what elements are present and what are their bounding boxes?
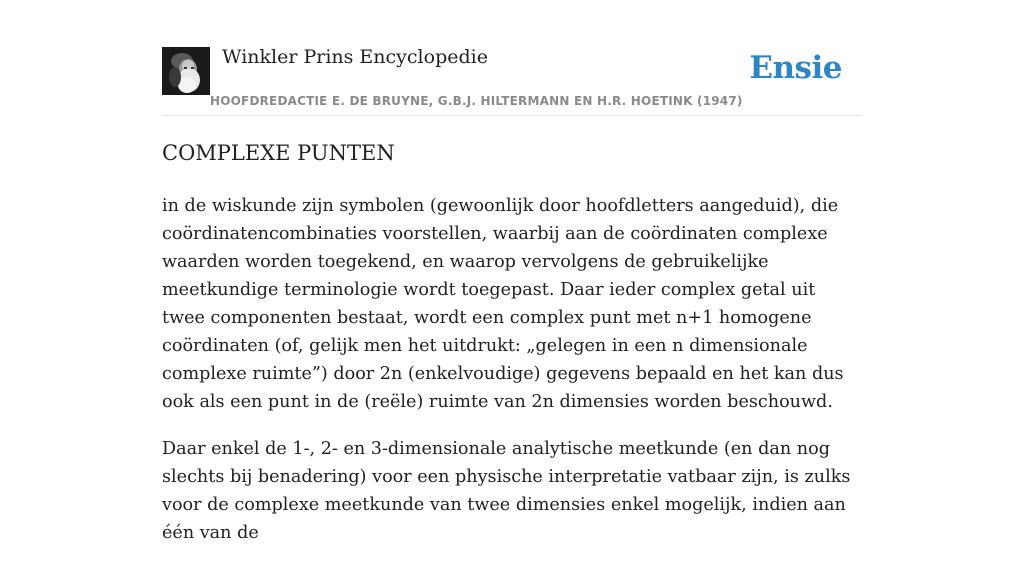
publication-subtitle: HOOFDREDACTIE E. DE BRUYNE, G.B.J. HILTERMANN EN H.R. HOETINK (1947) <box>210 94 743 108</box>
portrait-icon <box>162 47 210 95</box>
article-paragraph: Daar enkel de 1-, 2- en 3-dimensionale analytische meetkunde (en dan nog slechts bij benadering) voor een physische interpretatie vatbaar zijn, is zulks voor de complexe meetkunde van twee dimensies enkel mogelijk, indien aan één van de <box>162 439 851 543</box>
author-avatar[interactable] <box>162 47 210 95</box>
article-body <box>162 192 862 566</box>
article-paragraph: in de wiskunde zijn symbolen (gewoonlijk door hoofdletters aangeduid), die coördinatencombinaties voorstellen, waarbij aan de coördinaten complexe waarden worden toegekend, en waarop vervolgens de gebruikelijke meetkundige terminologie wordt toegepast. Daar ieder complex getal uit twee componenten bestaat, wordt een complex punt met n+1 homogene coördinaten (of, gelijk men het uitdrukt: „gelegen in een n dimensionale complexe ruimte”) door 2n (enkelvoudige) gegevens bepaald en het kan dus ook als een punt in de (reële) ruimte van 2n dimensies worden beschouwd. <box>162 196 844 412</box>
site-header <box>162 0 862 116</box>
publication-title-link[interactable]: Winkler Prins Encyclopedie <box>222 46 488 68</box>
brand-logo-link[interactable]: Ensie <box>749 50 842 86</box>
page-container <box>162 0 862 543</box>
article-title: COMPLEXE PUNTEN <box>162 141 395 165</box>
